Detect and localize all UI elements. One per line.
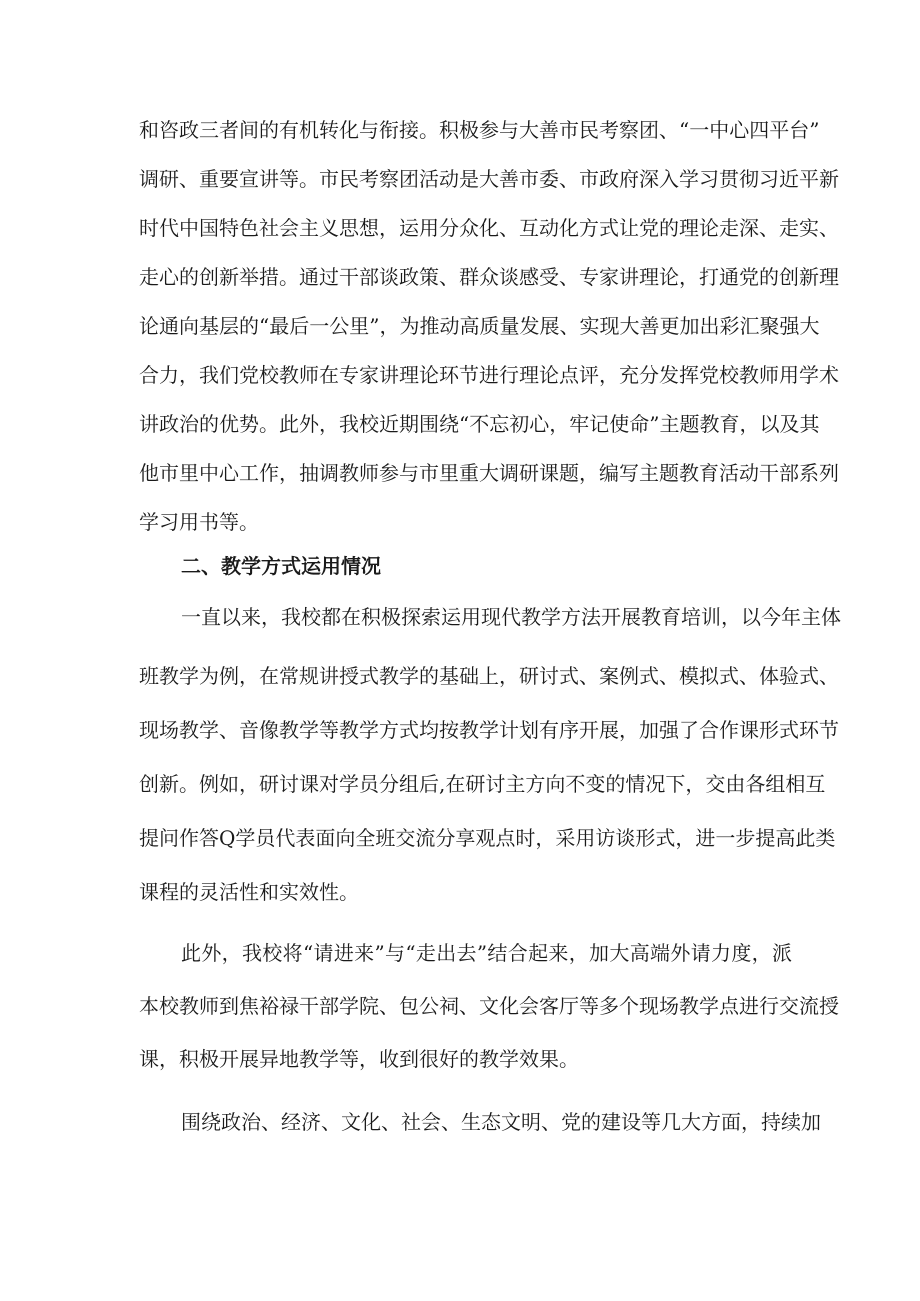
text-line: 围绕政治、经济、文化、社会、生态文明、党的建设等几大方面，持续加 (181, 1110, 821, 1134)
text-line: 创新。例如，研讨课对学员分组后,在研讨主方向不变的情况下，交由各组相互 (139, 772, 826, 796)
text-line: 和咨政三者间的有机转化与衔接。积极参与大善市民考察团、“一中心四平台” (139, 118, 820, 142)
text-line: 班教学为例，在常规讲授式教学的基础上，研讨式、案例式、模拟式、体验式、 (139, 664, 839, 688)
text-line: 合力，我们党校教师在专家讲理论环节进行理论点评，充分发挥党校教师用学术 (139, 363, 839, 387)
text-line: 调研、重要宣讲等。市民考察团活动是大善市委、市政府深入学习贯彻习近平新 (139, 167, 839, 191)
text-line: 讲政治的优势。此外，我校近期围绕“不忘初心，牢记使命”主题教育，以及其 (139, 412, 820, 436)
section-heading: 二、教学方式运用情况 (181, 554, 381, 578)
text-line: 学习用书等。 (139, 510, 259, 534)
text-line: 提问作答Q学员代表面向全班交流分享观点时，采用访谈形式，进一步提高此类 (139, 826, 836, 850)
text-line: 现场教学、音像教学等教学方式均按教学计划有序开展，加强了合作课形式环节 (139, 718, 839, 742)
text-line: 时代中国特色社会主义思想，运用分众化、互动化方式让党的理论走深、走实、 (139, 216, 839, 240)
text-line: 课程的灵活性和实效性。 (139, 880, 359, 904)
text-line: 此外，我校将“请进来”与“走出去”结合起来，加大高端外请力度，派 (181, 941, 792, 965)
text-line: 一直以来，我校都在积极探索运用现代教学方法开展教育培训，以今年主体 (181, 605, 841, 629)
text-line: 走心的创新举措。通过干部谈政策、群众谈感受、专家讲理论，打通党的创新理 (139, 265, 839, 289)
text-line: 论通向基层的“最后一公里”，为推动高质量发展、实现大善更加出彩汇聚强大 (139, 314, 820, 338)
text-line: 课，积极开展异地教学等，收到很好的教学效果。 (139, 1047, 579, 1071)
text-line: 本校教师到焦裕禄干部学院、包公祠、文化会客厅等多个现场教学点进行交流授 (139, 994, 839, 1018)
text-line: 他市里中心工作，抽调教师参与市里重大调研课题，编写主题教育活动干部系列 (139, 461, 839, 485)
